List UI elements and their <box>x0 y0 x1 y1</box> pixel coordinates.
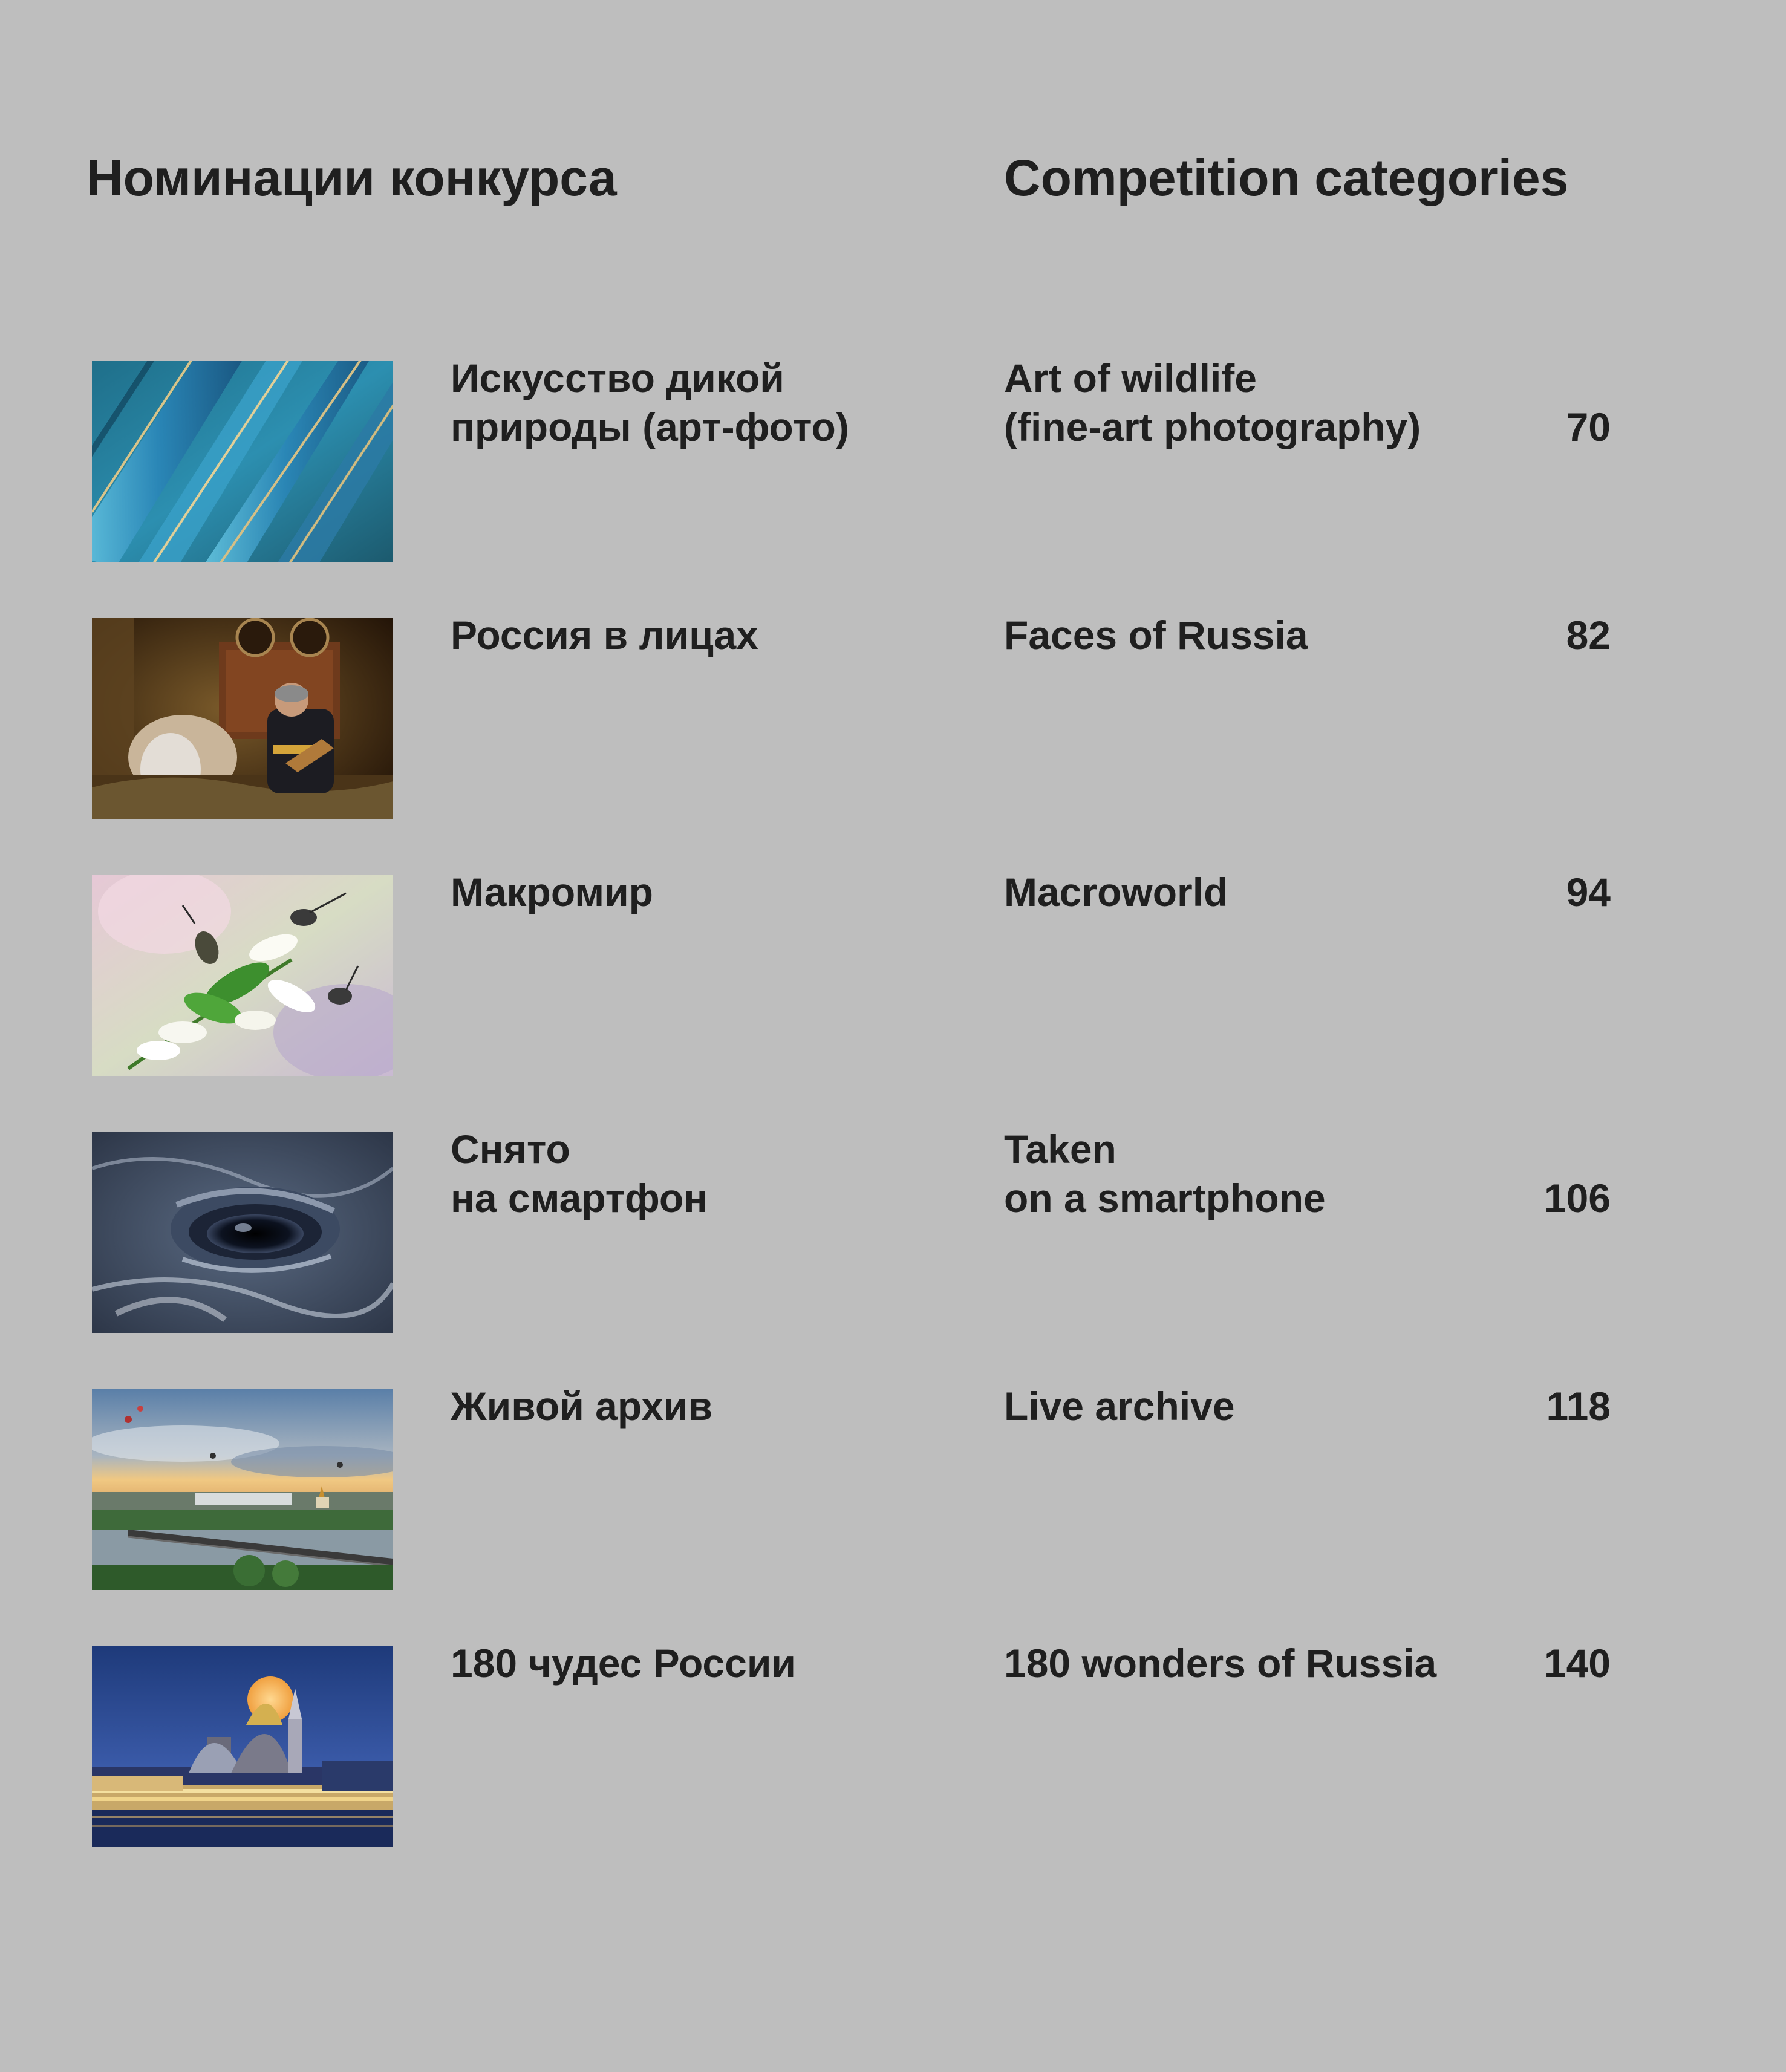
category-row-180-wonders-of-russia[interactable] <box>0 1641 1786 1852</box>
heading-russian: Номинации конкурса <box>86 149 617 206</box>
category-row-art-of-wildlife[interactable] <box>0 356 1786 567</box>
heading-english: Competition categories <box>1004 149 1569 206</box>
category-page-number: 118 <box>1546 1384 1611 1429</box>
category-page-number: 70 <box>1566 405 1611 449</box>
city-river-balloons-photo <box>92 1389 393 1590</box>
blue-feathers-photo <box>92 361 393 562</box>
category-page-number: 106 <box>1543 1176 1611 1220</box>
flies-on-white-flowers-photo <box>92 875 393 1076</box>
category-row-macroworld[interactable] <box>0 870 1786 1081</box>
category-row-live-archive[interactable] <box>0 1384 1786 1595</box>
category-title-ru: Живой архив <box>451 1384 713 1429</box>
category-row-taken-on-a-smartphone[interactable] <box>0 1127 1786 1338</box>
category-title-ru: Искусство дикой природы (арт-фото) <box>451 356 849 449</box>
category-title-en: 180 wonders of Russia <box>1004 1641 1437 1686</box>
category-title-en: Art of wildlife (fine-art photography) <box>1004 356 1421 449</box>
whale-eye-photo <box>92 1132 393 1333</box>
category-title-ru: Снято на смартфон <box>451 1127 708 1220</box>
category-title-en: Taken on a smartphone <box>1004 1127 1326 1220</box>
cathedral-full-moon-photo <box>92 1646 393 1847</box>
veteran-with-balalaika-photo <box>92 618 393 819</box>
category-title-en: Macroworld <box>1004 870 1228 914</box>
category-title-ru: 180 чудес России <box>451 1641 796 1686</box>
category-page-number: 140 <box>1543 1641 1611 1686</box>
category-title-en: Live archive <box>1004 1384 1235 1429</box>
category-row-faces-of-russia[interactable] <box>0 613 1786 824</box>
category-title-en: Faces of Russia <box>1004 613 1308 657</box>
category-page-number: 82 <box>1566 613 1611 657</box>
category-page-number: 94 <box>1566 870 1611 914</box>
category-title-ru: Россия в лицах <box>451 613 758 657</box>
category-title-ru: Макромир <box>451 870 653 914</box>
